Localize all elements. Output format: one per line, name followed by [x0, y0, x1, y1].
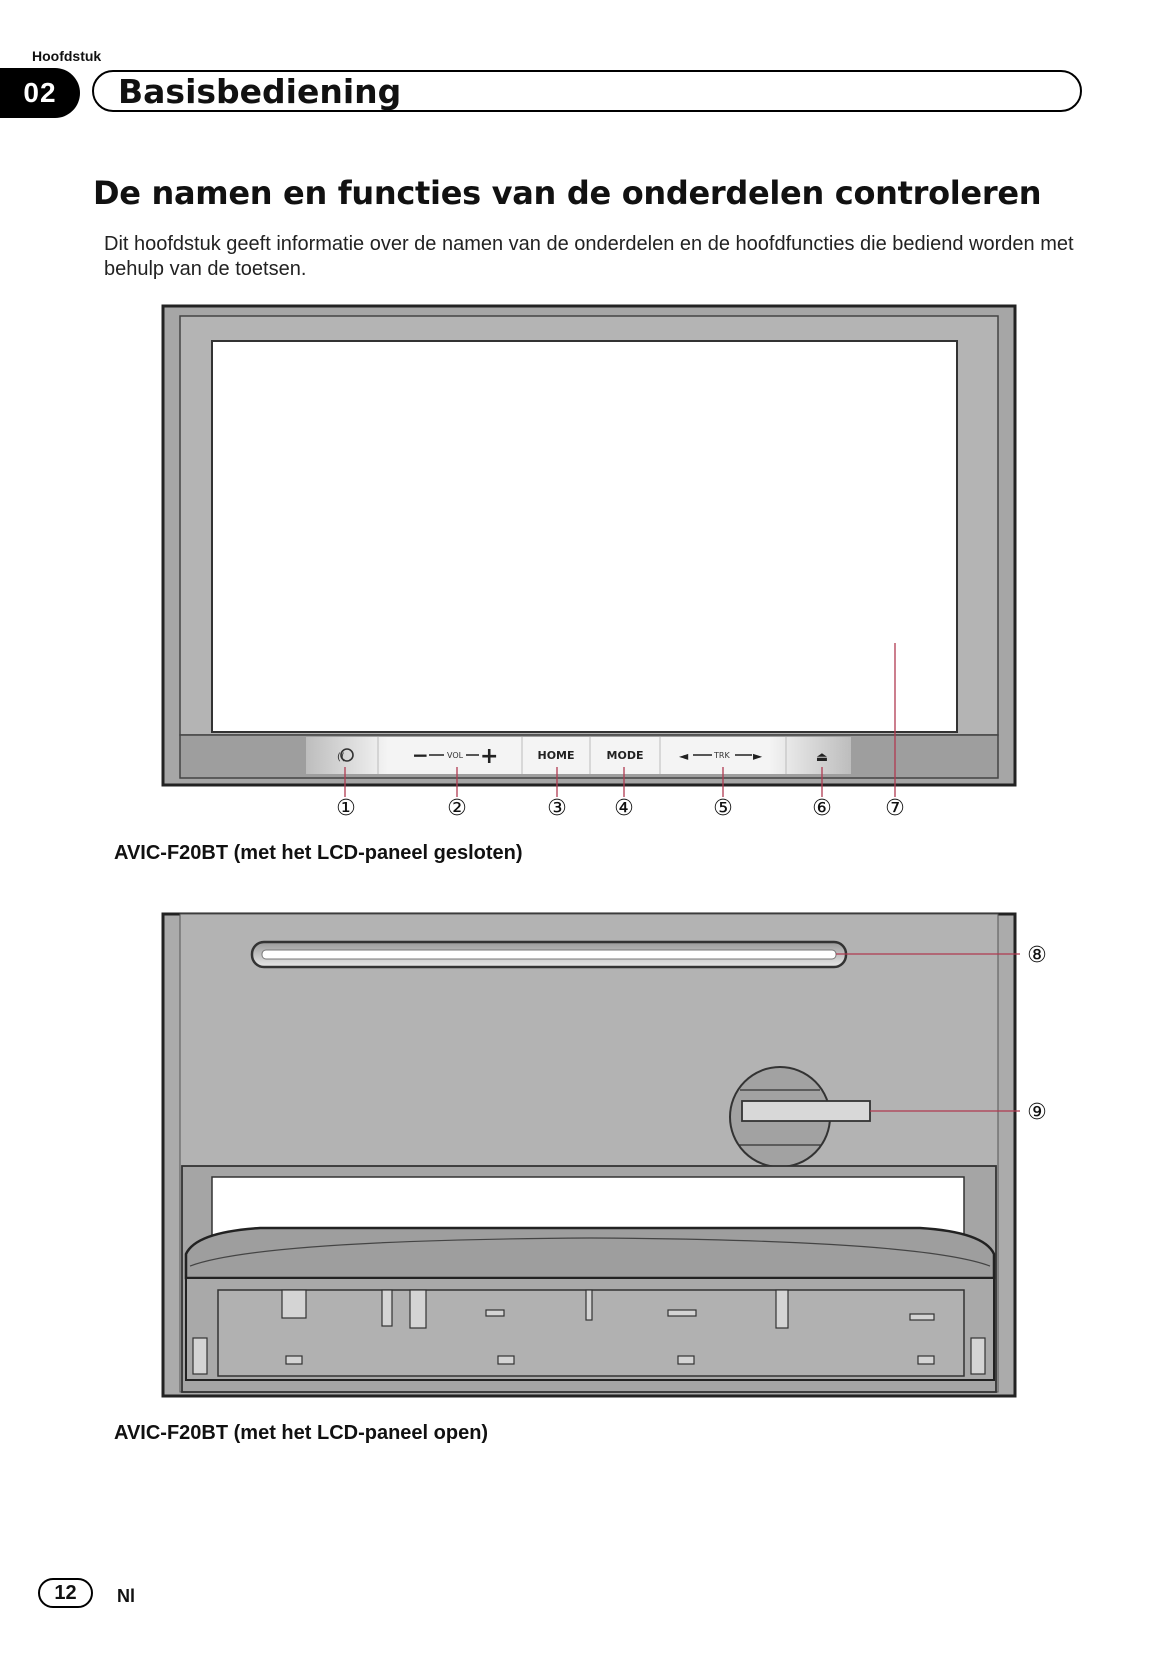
callout-6: ⑥: [812, 796, 832, 821]
mode-button[interactable]: MODE: [606, 749, 644, 762]
figure-caption-open: AVIC-F20BT (met het LCD-paneel open): [114, 1422, 489, 1444]
callout-4: ④: [614, 796, 634, 821]
volume-plus-label: +: [480, 744, 499, 769]
callout-9: ⑨: [1027, 1100, 1047, 1125]
sd-card-slot: [742, 1101, 870, 1121]
callout-1: ①: [336, 796, 356, 821]
language-code: Nl: [117, 1586, 135, 1606]
home-button[interactable]: HOME: [537, 749, 575, 762]
callout-2: ②: [447, 796, 467, 821]
chapter-label: Hoofdstuk: [32, 48, 102, 64]
intro-paragraph: Dit hoofdstuk geeft informatie over de namen van de onderdelen en de hoofdfuncties die bediend worden met behulp van de toetsen.: [104, 233, 1074, 280]
eject-button[interactable]: ⏏: [815, 750, 829, 765]
callout-8: ⑧: [1027, 943, 1047, 968]
lcd-screen: [212, 341, 957, 732]
volume-minus-label: −: [412, 743, 429, 767]
chapter-number-badge: 02: [0, 68, 80, 118]
section-heading: De namen en functies van de onderdelen controleren: [93, 174, 1042, 212]
volume-label: VOL: [447, 751, 464, 760]
track-next-label: ►: [753, 749, 763, 763]
callout-7: ⑦: [885, 796, 905, 821]
track-prev-label: ◄: [679, 749, 689, 763]
chapter-title: Basisbediening: [118, 72, 402, 111]
track-label: TRK: [714, 751, 730, 760]
figure-caption-closed: AVIC-F20BT (met het LCD-paneel gesloten): [114, 842, 523, 864]
svg-text:((: ((: [337, 752, 345, 763]
callout-5: ⑤: [713, 796, 733, 821]
device-front-open: [163, 914, 1047, 1396]
device-front-closed: [163, 306, 1015, 821]
page-number: 12: [38, 1578, 93, 1608]
callout-3: ③: [547, 796, 567, 821]
